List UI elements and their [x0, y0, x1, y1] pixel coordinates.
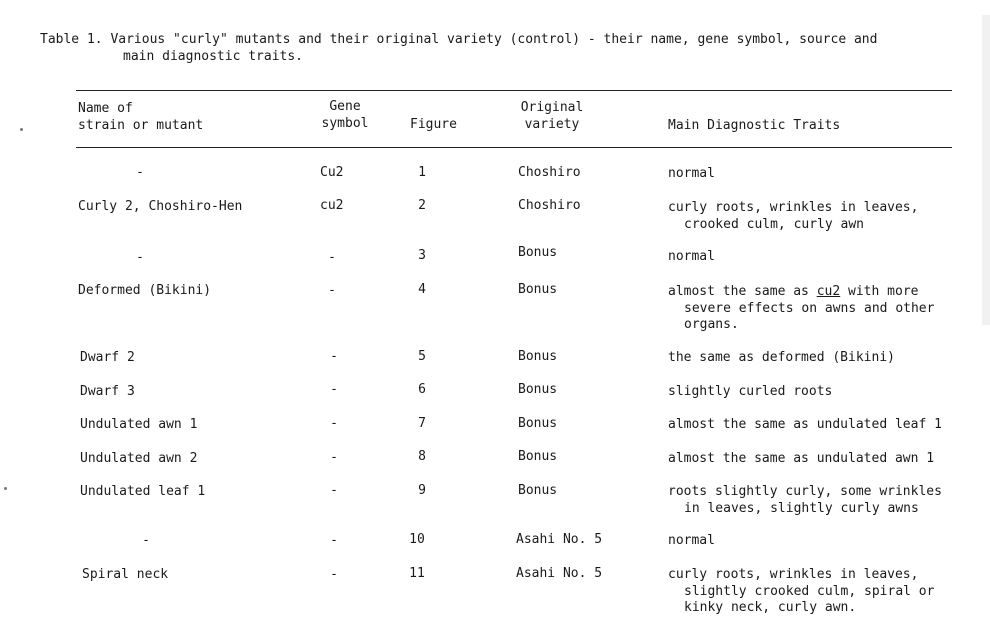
cell-figure: 6: [418, 382, 426, 397]
traits-line: normal: [668, 533, 715, 548]
table-top-rule: [76, 90, 952, 91]
cell-traits: [668, 384, 832, 401]
traits-line: crooked culm, curly awn: [684, 216, 865, 232]
cell-gene: -: [330, 533, 338, 548]
cell-name: Undulated awn 1: [80, 417, 198, 432]
cell-gene: cu2: [320, 198, 344, 213]
cell-variety: Bonus: [518, 282, 558, 297]
cell-name: -: [136, 250, 144, 265]
traits-line: kinky neck, curly awn.: [684, 600, 857, 615]
table-caption: [40, 31, 877, 65]
header-name-line-1: Name of: [78, 101, 133, 116]
header-gene-symbol: [310, 98, 380, 132]
header-bottom-rule: [76, 147, 952, 148]
cell-variety: Choshiro: [518, 165, 581, 180]
cell-name: Spiral neck: [82, 567, 169, 582]
cell-gene: -: [330, 416, 338, 431]
cell-figure: 7: [418, 416, 426, 431]
cell-variety: Bonus: [518, 382, 558, 397]
traits-line: curly roots, wrinkles in leaves,: [668, 567, 919, 582]
scan-speck: [20, 128, 23, 131]
header-name: [78, 100, 203, 134]
traits-line: organs.: [684, 317, 739, 332]
cell-name: Dwarf 2: [80, 350, 135, 365]
traits-line: in leaves, slightly curly awns: [684, 500, 919, 516]
caption-line-1: Table 1. Various "curly" mutants and their original variety (control) - their name, gene symbol, source and: [40, 32, 878, 47]
header-figure: Figure: [410, 117, 457, 132]
cell-traits: [668, 567, 934, 617]
cell-figure: 8: [418, 449, 426, 464]
cell-name: Undulated leaf 1: [80, 484, 206, 499]
header-name-line-2: strain or mutant: [78, 118, 204, 133]
cell-traits: [668, 166, 715, 183]
cell-name: Deformed (Bikini): [78, 283, 212, 298]
cell-variety: Bonus: [518, 245, 558, 260]
cell-gene: Cu2: [320, 165, 344, 180]
cell-traits: [668, 249, 715, 266]
traits-line: almost the same as cu2 with more: [668, 284, 919, 299]
cell-figure: 10: [409, 532, 425, 547]
traits-line: severe effects on awns and other: [684, 300, 935, 316]
cell-gene: -: [330, 483, 338, 498]
cell-traits: [668, 484, 942, 517]
cell-figure: 5: [418, 349, 426, 364]
traits-line: normal: [668, 166, 715, 181]
header-variety-line-1: Original: [520, 100, 584, 115]
cell-variety: Bonus: [518, 483, 558, 498]
traits-line: the same as deformed (Bikini): [668, 350, 895, 365]
scan-speck: [4, 487, 7, 490]
traits-line: curly roots, wrinkles in leaves,: [668, 200, 919, 215]
caption-line-2: main diagnostic traits.: [123, 49, 304, 64]
cell-gene: -: [330, 450, 338, 465]
cell-figure: 3: [418, 248, 426, 263]
header-gene-line-2: symbol: [321, 116, 369, 131]
cell-traits: [668, 350, 895, 367]
cell-variety: Bonus: [518, 416, 558, 431]
cell-variety: Bonus: [518, 349, 558, 364]
cell-name: -: [136, 165, 144, 180]
cell-gene: -: [330, 382, 338, 397]
cell-figure: 11: [409, 566, 425, 581]
cell-variety: Choshiro: [518, 198, 581, 213]
cell-traits: [668, 533, 715, 550]
traits-line: slightly curled roots: [668, 384, 833, 399]
traits-line: normal: [668, 249, 715, 264]
cell-name: Dwarf 3: [80, 384, 135, 399]
header-traits: Main Diagnostic Traits: [668, 118, 841, 133]
traits-line: slightly crooked culm, spiral or: [684, 583, 935, 599]
cell-variety: Bonus: [518, 449, 558, 464]
cell-name: -: [142, 533, 150, 548]
cell-name: Curly 2, Choshiro-Hen: [78, 199, 243, 214]
cell-figure: 9: [418, 483, 426, 498]
cell-figure: 2: [418, 198, 426, 213]
header-original-variety: [510, 99, 594, 133]
cell-variety: Asahi No. 5: [516, 532, 603, 547]
traits-line: roots slightly curly, some wrinkles: [668, 484, 942, 499]
cell-traits: [668, 451, 934, 468]
cell-traits: [668, 284, 934, 334]
traits-line: almost the same as undulated awn 1: [668, 451, 935, 466]
cell-gene: -: [328, 283, 336, 298]
cell-traits: [668, 417, 942, 434]
cell-gene: -: [330, 567, 338, 582]
cell-name: Undulated awn 2: [80, 451, 198, 466]
traits-line: almost the same as undulated leaf 1: [668, 417, 942, 432]
cell-traits: [668, 200, 918, 233]
cell-variety: Asahi No. 5: [516, 566, 603, 581]
cell-gene: -: [330, 349, 338, 364]
header-variety-line-2: variety: [524, 117, 580, 132]
header-gene-line-1: Gene: [329, 99, 361, 114]
gene-symbol-underlined: cu2: [816, 284, 841, 299]
cell-gene: -: [328, 250, 336, 265]
scan-edge-shadow: [982, 15, 990, 325]
cell-figure: 4: [418, 282, 426, 297]
cell-figure: 1: [418, 165, 426, 180]
